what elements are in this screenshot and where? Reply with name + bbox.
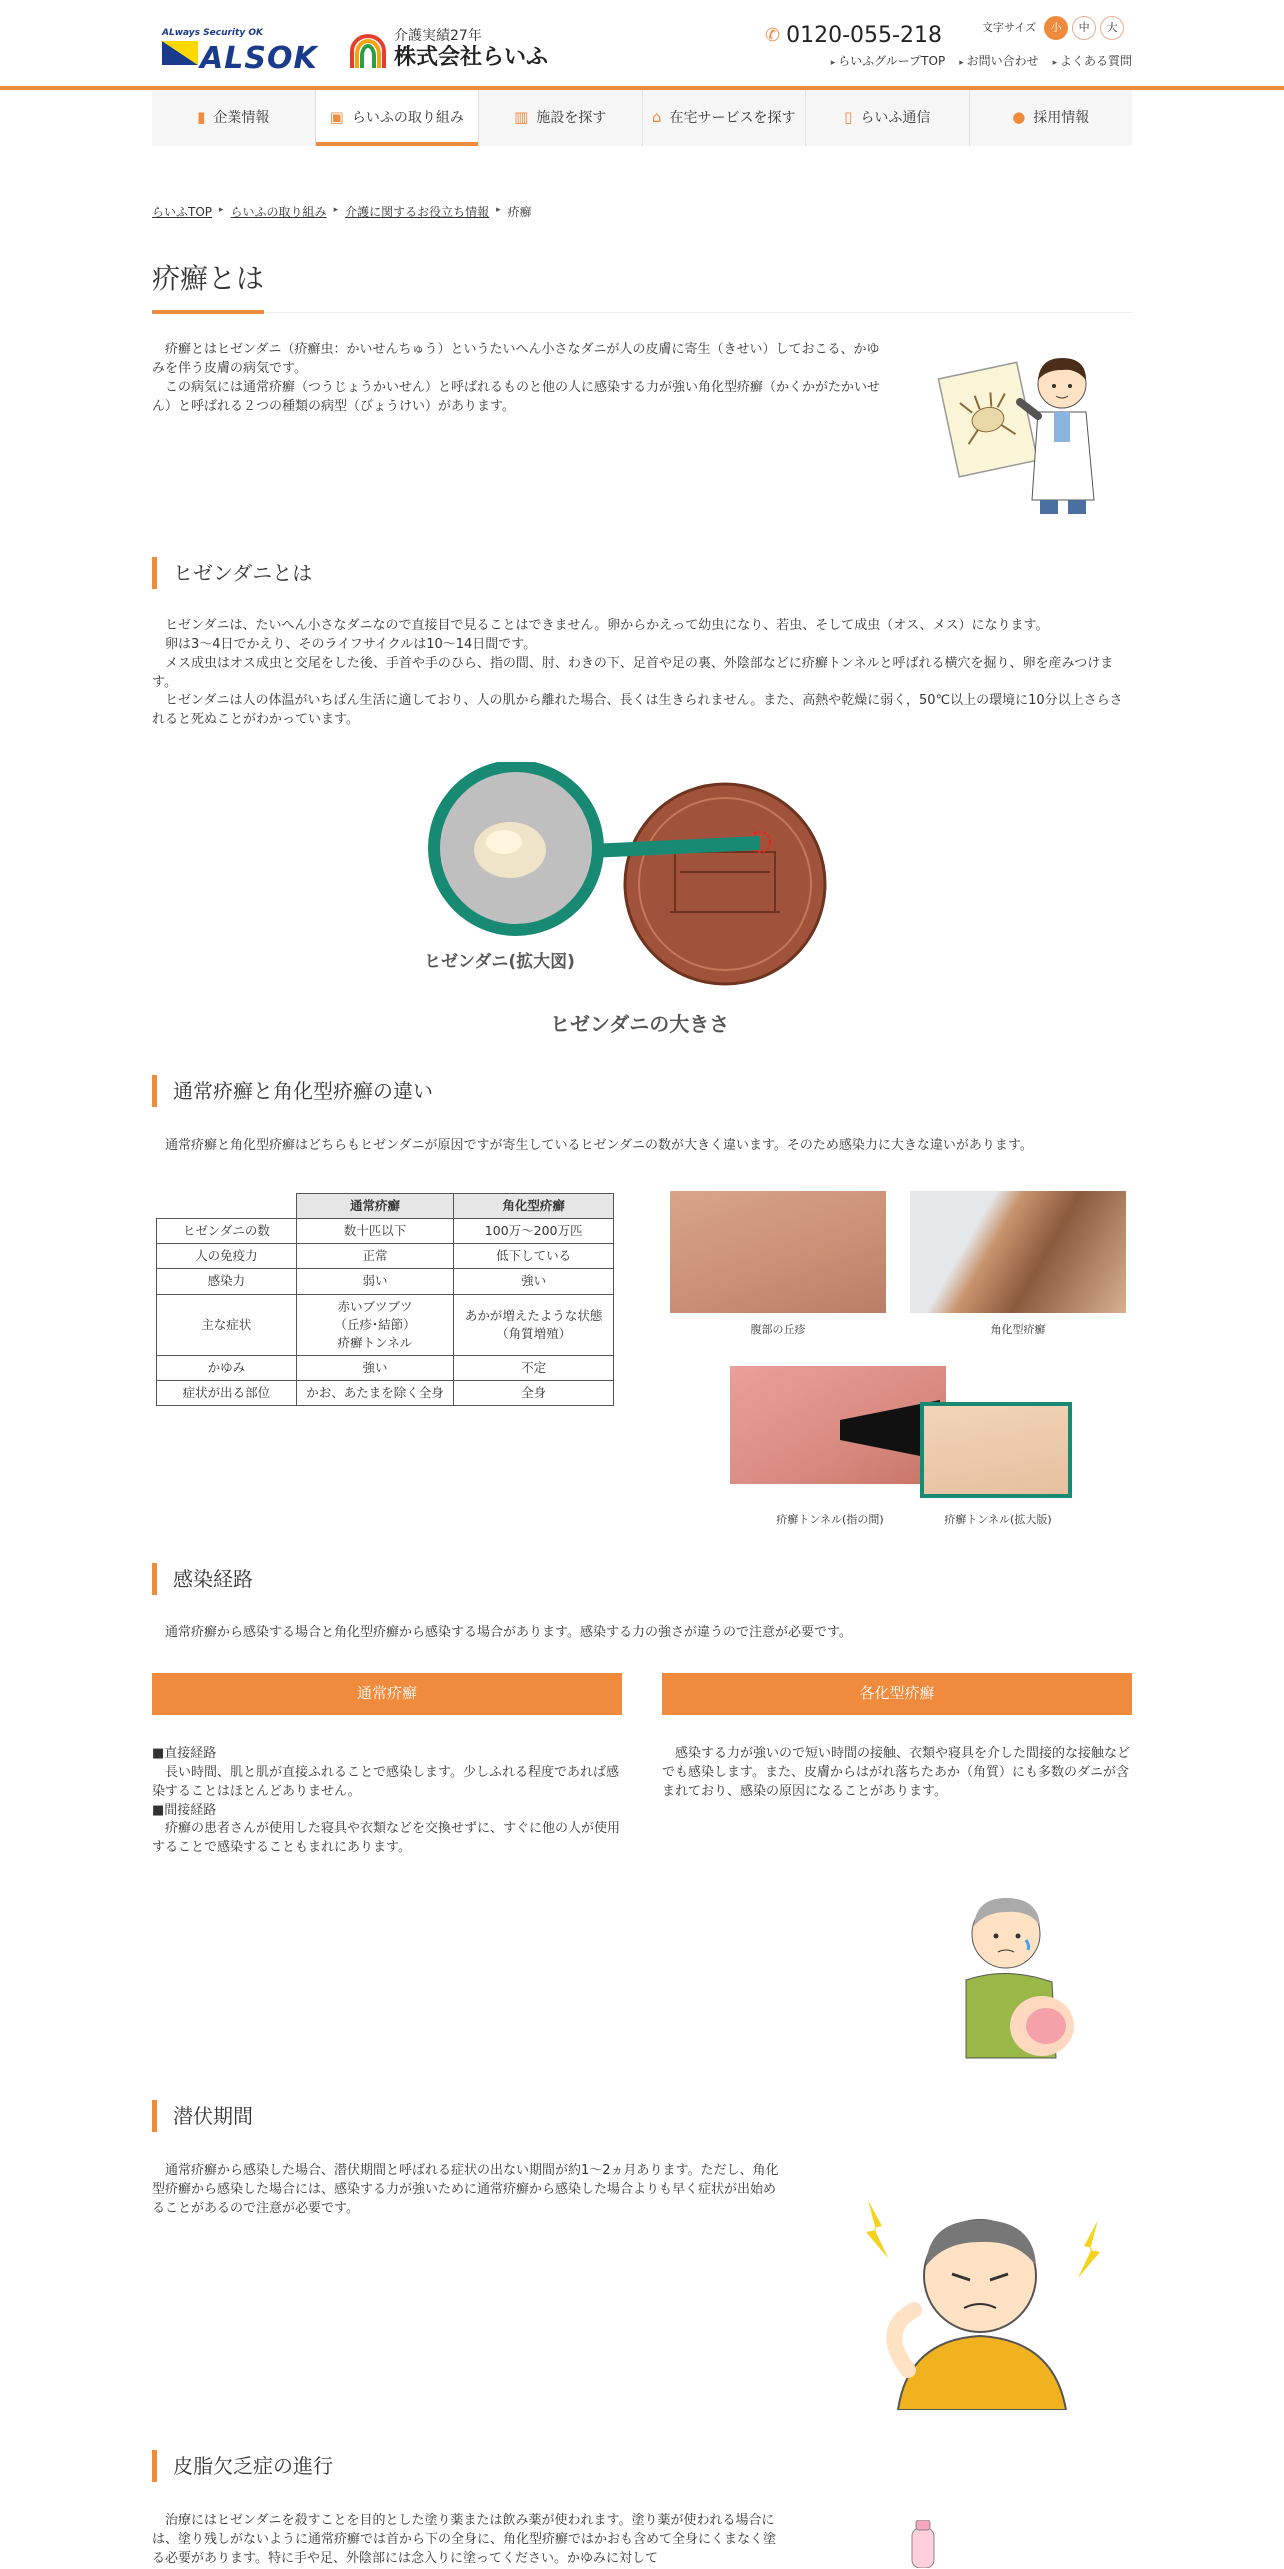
ointment-tube-illustration	[898, 2520, 948, 2568]
nav-item-home-services[interactable]	[643, 90, 807, 146]
breadcrumb-link-top[interactable]: らいふTOP	[152, 205, 213, 219]
top-links	[817, 53, 1132, 70]
table-row: ヒゼンダニの数 数十匹以下 100万～200万匹	[157, 1219, 614, 1244]
nav-label: 施設を探す	[536, 109, 607, 126]
phone-text: 0120-055-218	[786, 23, 942, 48]
difference-description: 通常疥癬と角化型疥癬はどちらもヒゼンダニが原因ですが寄生しているヒゼンダニの数が大きく違います。そのため感染力に大きな違いがあります。	[165, 1138, 1033, 1153]
breadcrumb-separator-icon: ▸	[496, 205, 501, 215]
route-normal-text: ■直接経路 長い時間、肌と肌が直接ふれることで感染します。少しふれる程度であれば感染することはほとんどありません。 ■間接経路 疥癬の患者さんが使用した寝具や衣類などを交換せずに、すぐに他の人が使用することで感染することもまれにあります。	[152, 1746, 621, 1856]
table-row: 感染力 弱い 強い	[157, 1269, 614, 1294]
itchy-elderly-man-illustration	[956, 1890, 1086, 2060]
main-nav	[152, 90, 1132, 146]
phone-number[interactable]	[765, 20, 942, 52]
photo-caption: 角化型疥癬	[990, 1323, 1046, 1336]
table-row: 人の免疫力 正常 低下している	[157, 1244, 614, 1269]
bottle-icon: ▯	[844, 108, 853, 127]
incubation-description: 通常疥癬から感染した場合、潜伏期間と呼ばれる症状の出ない期間が約1～2ヵ月あります。ただし、角化型疥癬から感染した場合には、感染する力が強いために通常疥癬から感染した場合よりも早く症状が出始めることがあるので注意が必要です。	[152, 2163, 779, 2216]
route-heading-normal: 通常疥癬	[152, 1673, 622, 1715]
mite-zoom-caption: ヒゼンダニ(拡大図)	[424, 952, 575, 972]
section-title-route: 感染経路	[152, 1563, 1132, 1595]
font-size-small-button[interactable]: 小	[1044, 16, 1068, 40]
font-size-large-button[interactable]: 大	[1100, 16, 1124, 40]
breadcrumb-link-initiatives[interactable]: らいふの取り組み	[230, 205, 327, 219]
person-icon: ●	[1012, 108, 1026, 127]
breadcrumb	[152, 146, 1132, 221]
home-icon: ⌂	[651, 108, 662, 127]
mite-description: ヒゼンダニは、たいへん小さなダニなので直接目で見ることはできません。卵からかえって幼虫になり、若虫、そして成虫（オス、メス）になります。 卵は3～4日でかえり、そのライフサイクルは10～14日間です。 メス成虫はオス成虫と交尾をした後、手首や手のひら、指の間、肘、わきの下、足首や足の裏、外陰部などに疥癬トンネルと呼ばれる横穴を掘り、卵を産みつけます。 ヒゼンダニは人の体温がいちばん生活に適しており、人の肌から離れた場合、長くは生きられません。また、高熱や乾燥に弱く，50℃以上の環境に10分以上さらされると死ぬことがわかっています。	[152, 618, 1123, 728]
presentation-icon: ▣	[329, 108, 344, 127]
section-title-difference: 通常疥癬と角化型疥癬の違い	[152, 1075, 1132, 1107]
nav-label: らいふの取り組み	[351, 109, 464, 126]
font-size-medium-button[interactable]: 中	[1072, 16, 1096, 40]
nav-item-facilities[interactable]	[479, 90, 643, 146]
breadcrumb-link-care-info[interactable]: 介護に関するお役立ち情報	[345, 205, 490, 219]
pained-elderly-man-illustration	[848, 2180, 1114, 2410]
link-faq[interactable]: ▸ よくある質問	[1053, 53, 1132, 70]
nav-item-newsletter[interactable]	[806, 90, 970, 146]
company-name: 株式会社らいふ	[394, 45, 549, 71]
nav-label: らいふ通信	[860, 109, 931, 126]
photo-caption: 疥癬トンネル(拡大版)	[944, 1513, 1052, 1526]
route-crusted-text: 感染する力が強いので短い時間の接触、衣類や寝具を介した間接的な接触などでも感染します。また、皮膚からはがれ落ちたあか（角質）にも多数のダニが含まれており、感染の原因になることがあります。	[662, 1746, 1131, 1799]
rainbow-logo-icon	[348, 28, 388, 68]
nav-label: 採用情報	[1033, 109, 1090, 126]
photo-burrow-zoom	[920, 1402, 1072, 1498]
section-title-incubation: 潜伏期間	[152, 2100, 1132, 2132]
table-header-row: 通常疥癬 角化型疥癬	[157, 1194, 614, 1219]
facility-icon: ▥	[514, 108, 529, 127]
page-title: 疥癬とは	[152, 259, 1132, 313]
intro-text: 疥癬とはヒゼンダニ（疥癬虫：かいせんちゅう）というたいへん小さなダニが人の皮膚に寄生（きせい）しておこる、かゆみを伴う皮膚の病気です。 この病気には通常疥癬（つうじょうかいせん）と呼ばれるものと他の人に感染する力が強い角化型疥癬（かくかがたかいせん）と呼ばれる２つの種類の病型（びょうけい）があります。	[152, 341, 881, 414]
building-icon: ▮	[197, 108, 206, 127]
xerosis-description: 治療にはヒゼンダニを殺すことを目的とした塗り薬または飲み薬が使われます。塗り薬が使われる場合には、塗り残しがないように通常疥癬では首から下の全身に、角化型疥癬ではかおも含めて全身にくまなく塗る必要があります。特に手や足、外陰部には念入りに塗ってください。かゆみに対して	[152, 2513, 777, 2566]
nav-item-initiatives[interactable]	[316, 90, 480, 146]
nav-label: 在宅サービスを探す	[669, 109, 796, 126]
section-title-xerosis: 皮脂欠乏症の進行	[152, 2450, 1132, 2482]
mite-size-caption: ヒゼンダニの大きさ	[550, 1012, 730, 1036]
phone-icon: ✆	[765, 24, 781, 46]
table-row: 主な症状 赤いブツブツ （丘疹･結節） 疥癬トンネル あかが増えたような状態 （角質増殖）	[157, 1294, 614, 1355]
photo-caption: 疥癬トンネル(指の間)	[776, 1513, 884, 1526]
font-size-switcher	[982, 16, 1124, 40]
route-heading-crusted: 各化型疥癬	[662, 1673, 1132, 1715]
photo-caption: 腹部の丘疹	[750, 1323, 806, 1336]
company-tagline: 介護実績27年	[394, 28, 482, 44]
route-description: 通常疥癬から感染する場合と角化型疥癬から感染する場合があります。感染する力の強さが違うので注意が必要です。	[165, 1625, 852, 1640]
table-row: 症状が出る部位 かお、あたまを除く全身 全身	[157, 1381, 614, 1406]
table-row: かゆみ 強い 不定	[157, 1355, 614, 1380]
alsok-logo	[162, 27, 342, 77]
logo-tagline: ALways Security OK	[162, 28, 263, 39]
breadcrumb-separator-icon: ▸	[333, 205, 339, 215]
link-contact[interactable]: ▸ お問い合わせ	[959, 53, 1038, 70]
logo-word: ALSOK	[200, 41, 318, 77]
font-size-label: 文字サイズ	[982, 21, 1037, 35]
nav-item-company[interactable]	[152, 90, 316, 146]
breadcrumb-current: 疥癬	[507, 205, 532, 219]
logo[interactable]	[162, 26, 549, 77]
link-group-top[interactable]: ▸ らいふグループTOP	[831, 53, 945, 70]
photo-abdomen-papules	[670, 1191, 886, 1313]
breadcrumb-separator-icon: ▸	[219, 205, 224, 215]
site-header	[0, 0, 1284, 90]
photo-crusted-scabies	[910, 1191, 1126, 1313]
nav-item-recruit[interactable]	[970, 90, 1133, 146]
doctor-with-mite-chart-illustration	[936, 350, 1116, 520]
company-name-block	[394, 26, 548, 70]
section-title-mite: ヒゼンダニとは	[152, 557, 1132, 589]
nav-label: 企業情報	[213, 109, 270, 126]
comparison-table	[156, 1193, 614, 1406]
